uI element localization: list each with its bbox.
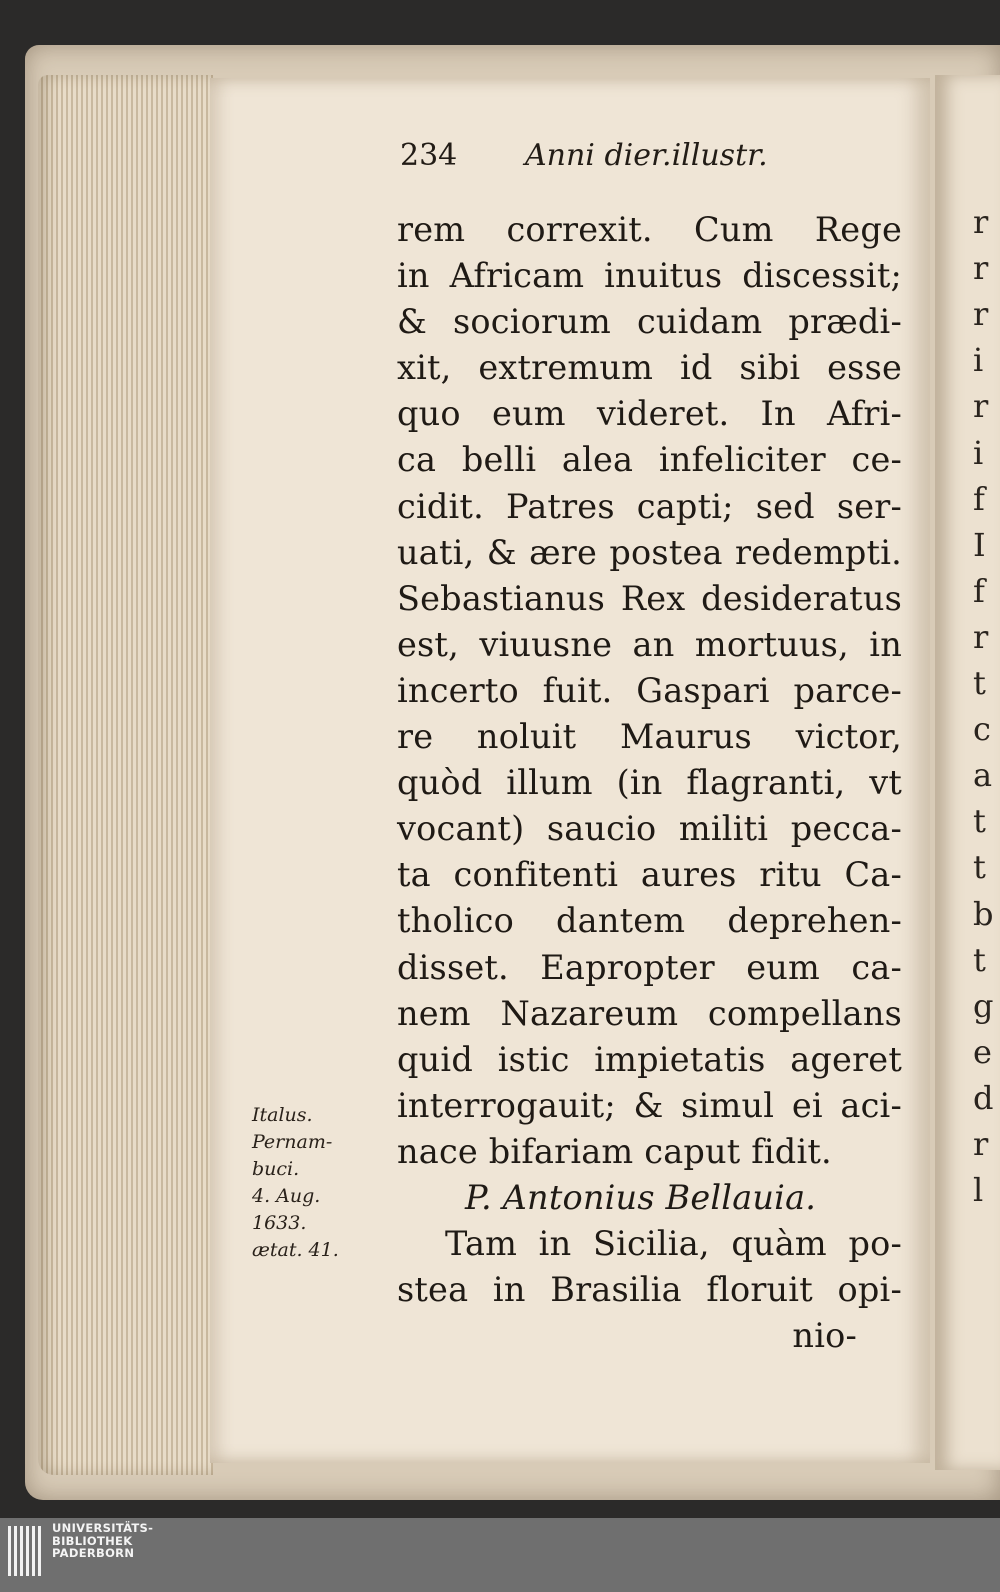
facing-page-letter: r [973,295,989,334]
section-heading: P. Antonius Bellauia. [465,1177,817,1217]
text-line: in Africam inuitus discessit; [397,256,902,296]
library-logo-icon [8,1526,44,1576]
facing-page-letter: r [973,203,989,241]
marginal-line: 4. Aug. [252,1185,321,1207]
facing-page-letter: e [973,1032,992,1071]
running-head [400,138,820,178]
library-footer [0,1518,1000,1592]
text-line: cidit. Patres capti; sed ser- [397,486,902,526]
facing-page-letter: f [973,571,985,610]
text-line: Sebastianus Rex desideratus [397,578,902,618]
text-line: quo eum videret. In Afri- [397,394,902,434]
logo-line: BIBLIOTHEK [52,1533,133,1548]
facing-page-letter: r [973,617,989,656]
facing-page-letter: f [973,479,985,518]
body-text [397,207,902,1359]
marginal-line: buci. [252,1158,300,1180]
text-line: & sociorum cuidam prædi- [397,302,902,342]
logo-line: UNIVERSITÄTS- [52,1521,154,1535]
facing-page-letter: g [973,986,994,1025]
text-line: uati, & ære postea redempti. [397,532,902,572]
text-line: tholico dantem deprehen- [397,901,902,941]
facing-page-letter: t [973,940,986,979]
running-title: Anni dier.illustr. [525,138,768,173]
logo-line: PADERBORN [52,1546,135,1560]
marginal-line: Pernam- [252,1131,333,1153]
facing-page-letter: c [973,710,991,749]
marginal-line: 1633. [252,1212,307,1234]
page-edges [38,75,213,1475]
facing-page-letter: l [973,1171,984,1210]
text-line: est, viuusne an mortuus, in [397,624,902,664]
text-line: Tam in Sicilia, quàm po- [445,1224,902,1264]
facing-page [935,75,1000,1470]
catchword: nio- [792,1316,857,1356]
text-line: disset. Eapropter eum ca- [397,947,902,987]
facing-page-letter: r [973,1125,989,1163]
text-line: incerto fuit. Gaspari parce- [397,670,902,710]
text-line: rem correxit. Cum Rege [397,210,902,249]
page-number: 234 [400,138,458,173]
marginal-note [252,1102,382,1264]
text-line: ta confitenti aures ritu Ca- [397,855,902,895]
marginal-line: ætat. 41. [252,1239,339,1261]
facing-page-letter: a [973,756,993,795]
text-line: re noluit Maurus victor, [397,717,902,757]
text-line: quid istic impietatis ageret [397,1039,902,1079]
facing-page-letter: b [973,894,994,933]
facing-page-letter: r [973,249,989,288]
text-line: xit, extremum id sibi esse [397,348,902,388]
marginal-line: Italus. [252,1104,313,1126]
facing-page-letter: t [973,802,986,841]
text-line: ca belli alea infeliciter ce- [397,440,902,480]
facing-page-letter: r [973,387,989,426]
facing-page-letter: d [973,1078,994,1117]
library-logo-text [52,1522,153,1560]
facing-page-letter: t [973,664,986,702]
text-line: nem Nazareum compellans [397,993,902,1033]
text-line: quòd illum (in flagranti, vt [397,763,902,803]
facing-page-letter: t [973,848,986,887]
text-line: stea in Brasilia floruit opi- [397,1270,902,1310]
facing-page-letter: I [973,525,986,564]
facing-page-letter: i [973,341,984,380]
text-line: nace bifariam caput fidit. [397,1131,832,1171]
facing-page-letter: i [973,433,984,472]
text-line: interrogauit; & simul ei aci- [397,1085,902,1125]
text-line: vocant) saucio militi pecca- [397,809,902,849]
